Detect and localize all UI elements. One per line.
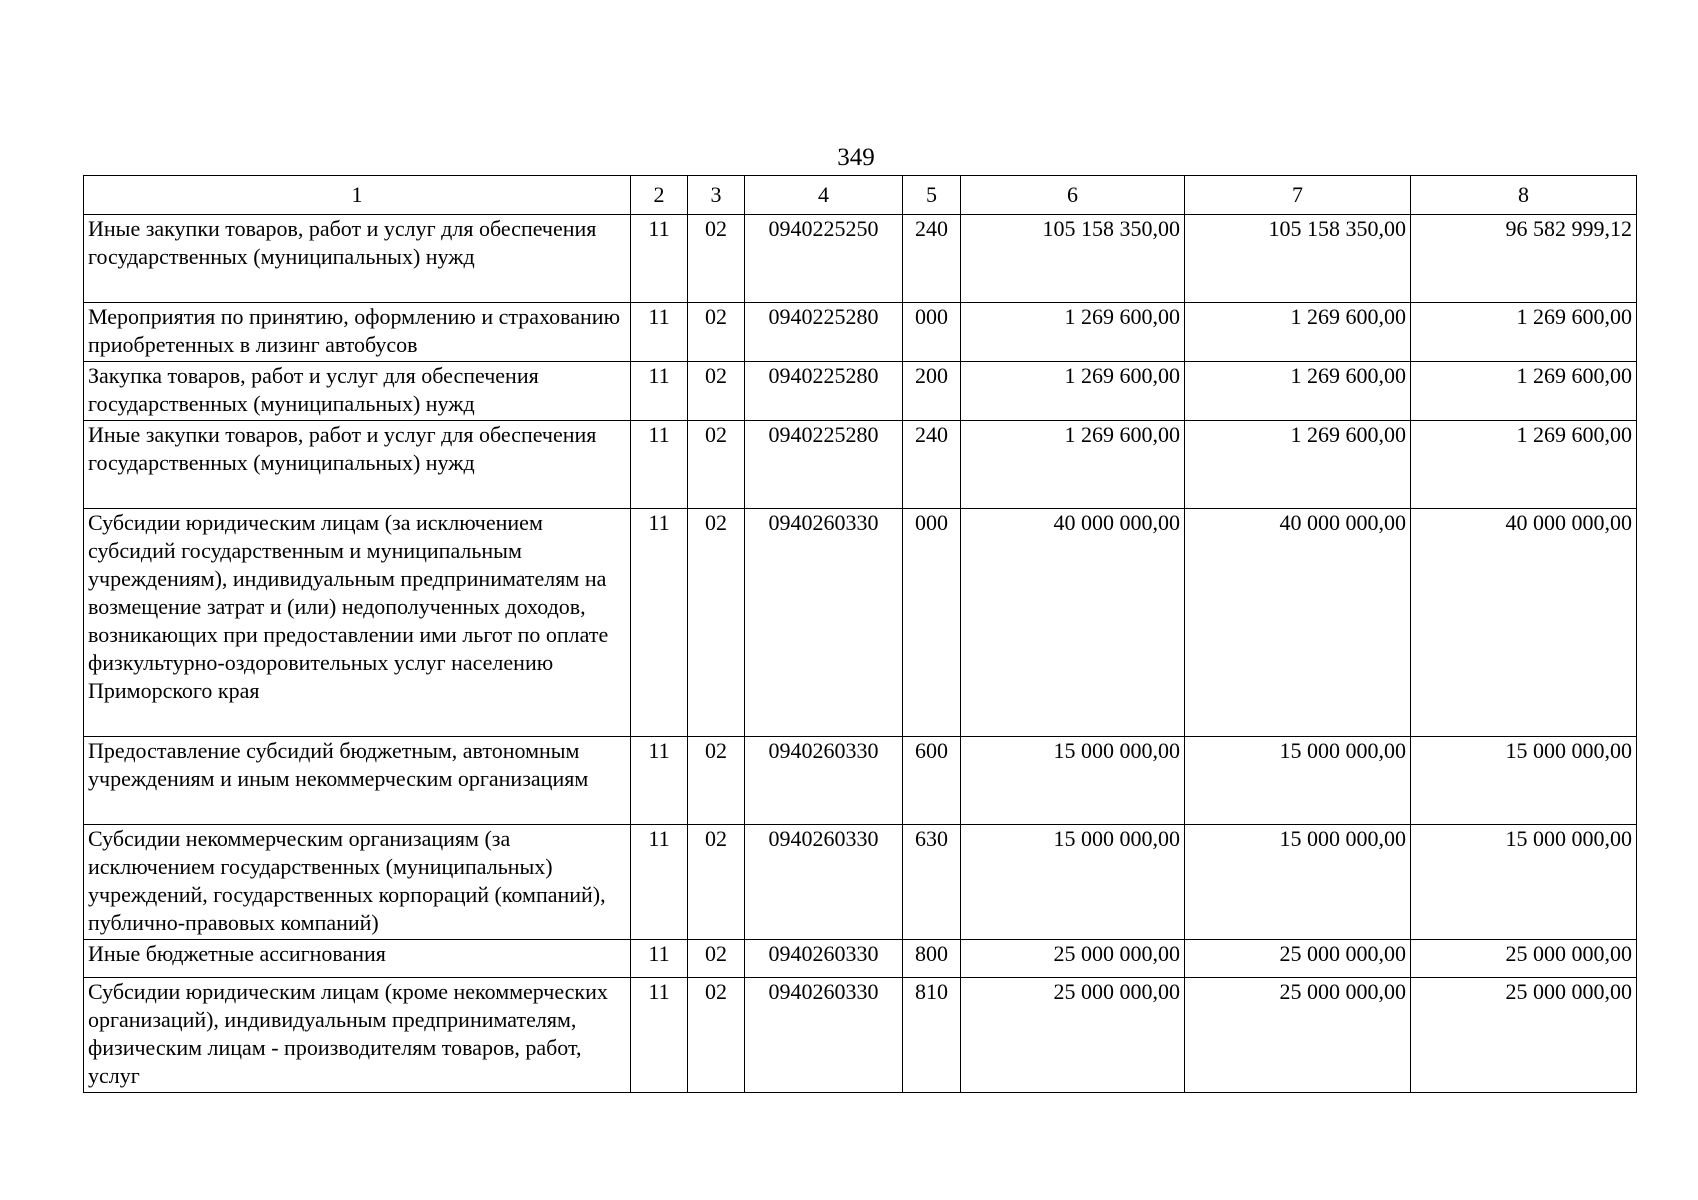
header-row — [84, 176, 1637, 215]
row-description: Предоставление субсидий бюджетным, автономным учреждениям и иным некоммерческим организациям — [84, 737, 631, 825]
row-amount-3: 40 000 000,00 — [1411, 509, 1637, 737]
row-expense-type: 240 — [903, 215, 961, 303]
row-amount-2: 1 269 600,00 — [1185, 362, 1411, 421]
row-target-code: 0940260330 — [745, 509, 903, 737]
row-target-code: 0940260330 — [745, 940, 903, 978]
row-expense-type: 810 — [903, 978, 961, 1093]
row-description: Иные закупки товаров, работ и услуг для обеспечения государственных (муниципальных) нужд — [84, 215, 631, 303]
row-expense-type: 800 — [903, 940, 961, 978]
row-amount-1: 1 269 600,00 — [961, 303, 1185, 362]
table-row — [84, 940, 1637, 978]
column-header-2: 2 — [631, 176, 688, 215]
row-section: 11 — [631, 421, 688, 509]
row-expense-type: 240 — [903, 421, 961, 509]
budget-table — [83, 175, 1637, 1093]
column-header-3: 3 — [688, 176, 745, 215]
table-row — [84, 362, 1637, 421]
row-amount-1: 15 000 000,00 — [961, 825, 1185, 940]
row-section: 11 — [631, 940, 688, 978]
row-target-code: 0940225280 — [745, 421, 903, 509]
row-amount-1: 25 000 000,00 — [961, 978, 1185, 1093]
row-amount-2: 15 000 000,00 — [1185, 825, 1411, 940]
row-amount-1: 1 269 600,00 — [961, 362, 1185, 421]
row-section: 11 — [631, 737, 688, 825]
row-description: Субсидии юридическим лицам (кроме некоммерческих организаций), индивидуальным предпринимателям, физическим лицам - производителям товаров, работ, услуг — [84, 978, 631, 1093]
row-subsection: 02 — [688, 940, 745, 978]
row-amount-2: 15 000 000,00 — [1185, 737, 1411, 825]
row-target-code: 0940260330 — [745, 825, 903, 940]
row-subsection: 02 — [688, 978, 745, 1093]
column-header-8: 8 — [1411, 176, 1637, 215]
table-row — [84, 215, 1637, 303]
row-target-code: 0940225280 — [745, 362, 903, 421]
row-section: 11 — [631, 825, 688, 940]
row-description: Иные закупки товаров, работ и услуг для обеспечения государственных (муниципальных) нужд — [84, 421, 631, 509]
row-amount-2: 25 000 000,00 — [1185, 940, 1411, 978]
row-amount-1: 1 269 600,00 — [961, 421, 1185, 509]
column-header-7: 7 — [1185, 176, 1411, 215]
row-amount-3: 1 269 600,00 — [1411, 421, 1637, 509]
row-amount-3: 25 000 000,00 — [1411, 940, 1637, 978]
row-description: Закупка товаров, работ и услуг для обеспечения государственных (муниципальных) нужд — [84, 362, 631, 421]
row-amount-1: 25 000 000,00 — [961, 940, 1185, 978]
row-section: 11 — [631, 509, 688, 737]
row-expense-type: 000 — [903, 303, 961, 362]
row-section: 11 — [631, 303, 688, 362]
row-amount-2: 1 269 600,00 — [1185, 421, 1411, 509]
row-amount-2: 1 269 600,00 — [1185, 303, 1411, 362]
row-amount-1: 105 158 350,00 — [961, 215, 1185, 303]
row-amount-3: 1 269 600,00 — [1411, 303, 1637, 362]
row-subsection: 02 — [688, 509, 745, 737]
row-target-code: 0940225250 — [745, 215, 903, 303]
row-subsection: 02 — [688, 215, 745, 303]
row-amount-2: 25 000 000,00 — [1185, 978, 1411, 1093]
row-description: Мероприятия по принятию, оформлению и страхованию приобретенных в лизинг автобусов — [84, 303, 631, 362]
table-row — [84, 825, 1637, 940]
row-description: Субсидии юридическим лицам (за исключением субсидий государственным и муниципальным учреждениям), индивидуальным предпринимателям на возмещение затрат и (или) недополученных доходов, возникающих при предоставлении ими льгот по оплате физкультурно-оздоровительных услуг населению Приморского края — [84, 509, 631, 737]
table-row — [84, 737, 1637, 825]
row-amount-2: 105 158 350,00 — [1185, 215, 1411, 303]
column-header-5: 5 — [903, 176, 961, 215]
row-subsection: 02 — [688, 737, 745, 825]
row-section: 11 — [631, 215, 688, 303]
row-amount-2: 40 000 000,00 — [1185, 509, 1411, 737]
row-target-code: 0940260330 — [745, 978, 903, 1093]
row-expense-type: 000 — [903, 509, 961, 737]
row-expense-type: 200 — [903, 362, 961, 421]
row-amount-3: 15 000 000,00 — [1411, 825, 1637, 940]
row-subsection: 02 — [688, 362, 745, 421]
column-header-4: 4 — [745, 176, 903, 215]
row-amount-3: 15 000 000,00 — [1411, 737, 1637, 825]
row-amount-3: 96 582 999,12 — [1411, 215, 1637, 303]
row-amount-3: 1 269 600,00 — [1411, 362, 1637, 421]
row-section: 11 — [631, 978, 688, 1093]
row-amount-1: 40 000 000,00 — [961, 509, 1185, 737]
row-target-code: 0940225280 — [745, 303, 903, 362]
column-header-6: 6 — [961, 176, 1185, 215]
page-number: 349 — [837, 144, 875, 171]
row-expense-type: 630 — [903, 825, 961, 940]
row-subsection: 02 — [688, 303, 745, 362]
row-subsection: 02 — [688, 825, 745, 940]
row-section: 11 — [631, 362, 688, 421]
row-description: Субсидии некоммерческим организациям (за исключением государственных (муниципальных) учреждений, государственных корпораций (компаний), публично-правовых компаний) — [84, 825, 631, 940]
table-row — [84, 509, 1637, 737]
row-description: Иные бюджетные ассигнования — [84, 940, 631, 978]
row-subsection: 02 — [688, 421, 745, 509]
row-target-code: 0940260330 — [745, 737, 903, 825]
row-expense-type: 600 — [903, 737, 961, 825]
row-amount-3: 25 000 000,00 — [1411, 978, 1637, 1093]
table-row — [84, 421, 1637, 509]
column-header-1: 1 — [84, 176, 631, 215]
row-amount-1: 15 000 000,00 — [961, 737, 1185, 825]
table-row — [84, 303, 1637, 362]
table-row — [84, 978, 1637, 1093]
